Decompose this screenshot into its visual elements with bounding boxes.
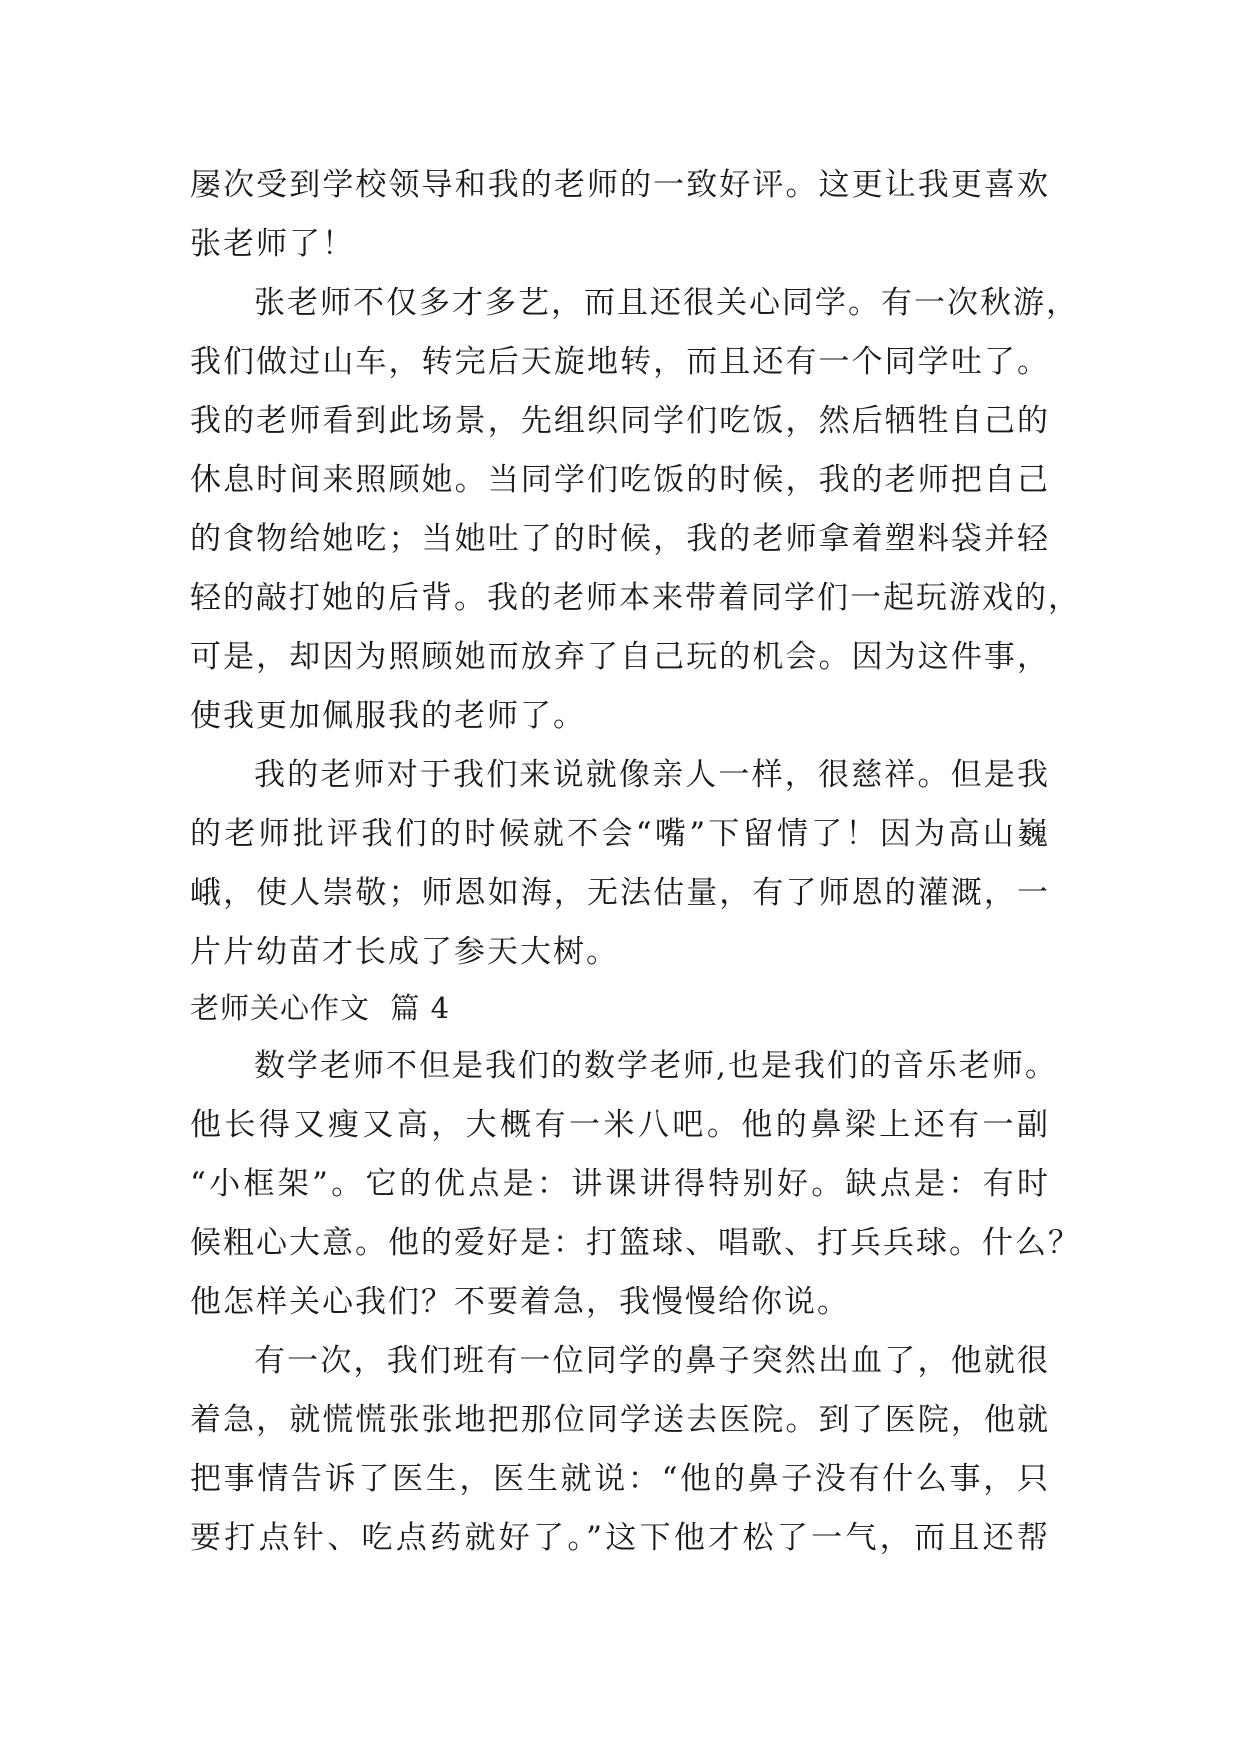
paragraph-line: 峨，使人崇敬；师恩如海，无法估量，有了师恩的灌溉，一 [190, 875, 1050, 911]
paragraph-line: 数学老师不但是我们的数学老师,也是我们的音乐老师。 [254, 1048, 1058, 1084]
paragraph-line: 的食物给她吃；当她吐了的时候，我的老师拿着塑料袋并轻 [190, 521, 1050, 557]
paragraph-line: 我的老师看到此场景，先组织同学们吃饭，然后牺牲自己的 [190, 403, 1050, 439]
paragraph-line: “小框架”。它的优点是：讲课讲得特别好。缺点是：有时 [190, 1166, 1050, 1202]
paragraph-line: 把事情告诉了医生，医生就说：“他的鼻子没有什么事，只 [190, 1461, 1050, 1497]
paragraph-line: 有一次，我们班有一位同学的鼻子突然出血了，他就很 [254, 1343, 1050, 1379]
paragraph-line: 使我更加佩服我的老师了。 [190, 698, 586, 734]
paragraph-line: 张老师了！ [190, 226, 355, 262]
paragraph-line: 屡次受到学校领导和我的老师的一致好评。这更让我更喜欢 [190, 167, 1050, 203]
paragraph-line: 张老师不仅多才多艺，而且还很关心同学。有一次秋游， [254, 285, 1079, 321]
paragraph-line: 可是，却因为照顾她而放弃了自己玩的机会。因为这件事， [190, 639, 1050, 675]
section-heading: 老师关心作文 篇 4 [190, 991, 451, 1025]
paragraph-line: 休息时间来照顾她。当同学们吃饭的时候，我的老师把自己 [190, 462, 1050, 498]
paragraph-line: 的老师批评我们的时候就不会“嘴”下留情了！因为高山巍 [190, 816, 1050, 852]
paragraph-line: 他怎样关心我们？不要着急，我慢慢给你说。 [190, 1284, 850, 1320]
paragraph-line: 他长得又瘦又高，大概有一米八吧。他的鼻梁上还有一副 [190, 1107, 1050, 1143]
paragraph-line: 轻的敲打她的后背。我的老师本来带着同学们一起玩游戏的， [190, 580, 1081, 616]
paragraph-line: 片片幼苗才长成了参天大树。 [190, 934, 619, 970]
paragraph-line: 候粗心大意。他的爱好是：打篮球、唱歌、打兵兵球。什么？ [190, 1225, 1081, 1261]
paragraph-line: 着急，就慌慌张张地把那位同学送去医院。到了医院，他就 [190, 1402, 1050, 1438]
paragraph-line: 我的老师对于我们来说就像亲人一样，很慈祥。但是我 [254, 757, 1050, 793]
paragraph-line: 要打点针、吃点药就好了。”这下他才松了一气，而且还帮 [190, 1520, 1050, 1556]
paragraph-line: 我们做过山车，转完后天旋地转，而且还有一个同学吐了。 [190, 344, 1050, 380]
